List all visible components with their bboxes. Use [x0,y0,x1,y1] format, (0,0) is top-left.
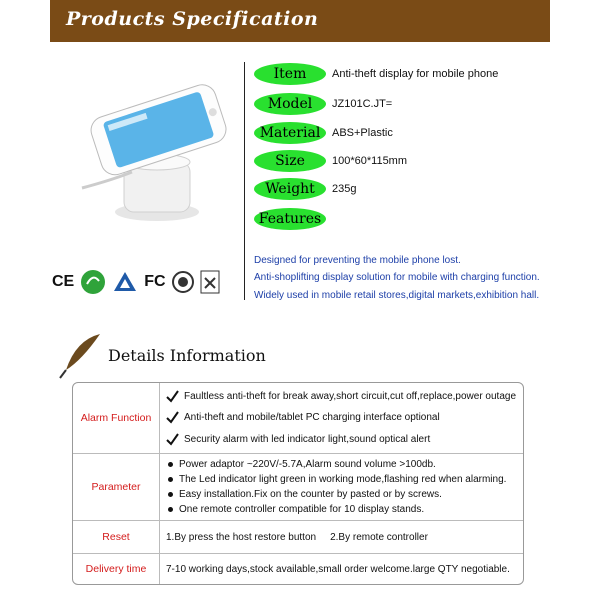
list-item: Anti-theft and mobile/tablet PC charging interface optional [166,411,517,424]
details-header [56,330,276,380]
row-body [160,521,523,553]
row-label: Delivery time [73,554,160,584]
product-image [62,80,237,230]
row-body [160,554,523,584]
spec-row-features [254,207,326,231]
table-row-parameter [73,453,523,520]
spec-row-material [254,121,393,145]
header-banner [50,0,550,42]
list-item: Faultless anti-theft for break away,short circuit,cut off,replace,power outage [166,390,517,403]
row-body [160,383,523,453]
iso-icon [172,271,194,293]
details-table [72,382,524,585]
spec-label: Features [254,208,326,230]
spec-label: Size [254,150,326,172]
spec-label: Material [254,122,326,144]
spec-label: Model [254,93,326,115]
bullet-icon [168,477,173,482]
banner-title: Products Specification [66,8,319,30]
table-row-reset [73,520,523,553]
row-label: Reset [73,521,160,553]
spec-row-item [254,62,498,86]
bullet-icon [168,507,173,512]
feature-line: Designed for preventing the mobile phone lost. [254,255,461,266]
fc-mark-icon: FC [144,273,166,290]
quill-pen-icon [56,330,106,380]
checkmark-icon [166,390,179,403]
feature-line: Anti-shoplifting display solution for mobile with charging function. [254,272,540,283]
checkmark-icon [166,411,179,424]
row-body [160,454,523,520]
spec-label: Weight [254,178,326,200]
tuv-icon [112,269,138,295]
spec-value: 100*60*115mm [332,155,408,167]
spec-row-size [254,149,407,173]
list-item: The Led indicator light green in working mode,flashing red when alarming. [166,474,517,485]
list-item: Easy installation.Fix on the counter by pasted or by screws. [166,489,517,500]
spec-row-model [254,92,392,116]
ce-mark-icon: CE [52,273,75,290]
spec-value: Anti-theft display for mobile phone [332,68,499,80]
list-item: Power adaptor ~220V/-5.7A,Alarm sound volume >100db. [166,459,517,470]
rohs-icon [80,269,106,295]
list-item: 2.By remote controller [330,531,428,543]
list-item: 7-10 working days,stock available,small order welcome.large QTY negotiable. [166,563,510,575]
list-item: Security alarm with led indicator light,sound optical alert [166,433,517,446]
certification-logos [52,268,242,296]
table-row-alarm [73,383,523,453]
spec-value: 235g [332,183,357,195]
details-title: Details Information [108,346,266,365]
divider-line [244,62,245,300]
row-label: Parameter [73,454,160,520]
recycle-icon [200,270,220,294]
table-row-delivery [73,553,523,584]
list-item: 1.By press the host restore button [166,531,317,543]
bullet-icon [168,462,173,467]
spec-value: ABS+Plastic [332,127,393,139]
row-label: Alarm Function [73,383,160,453]
bullet-icon [168,492,173,497]
spec-row-weight [254,177,356,201]
spec-label: Item [254,63,326,85]
spec-value: JZ101C.JT= [332,98,393,110]
checkmark-icon [166,433,179,446]
list-item: One remote controller compatible for 10 display stands. [166,504,517,515]
feature-line: Widely used in mobile retail stores,digital markets,exhibition hall. [254,290,540,301]
